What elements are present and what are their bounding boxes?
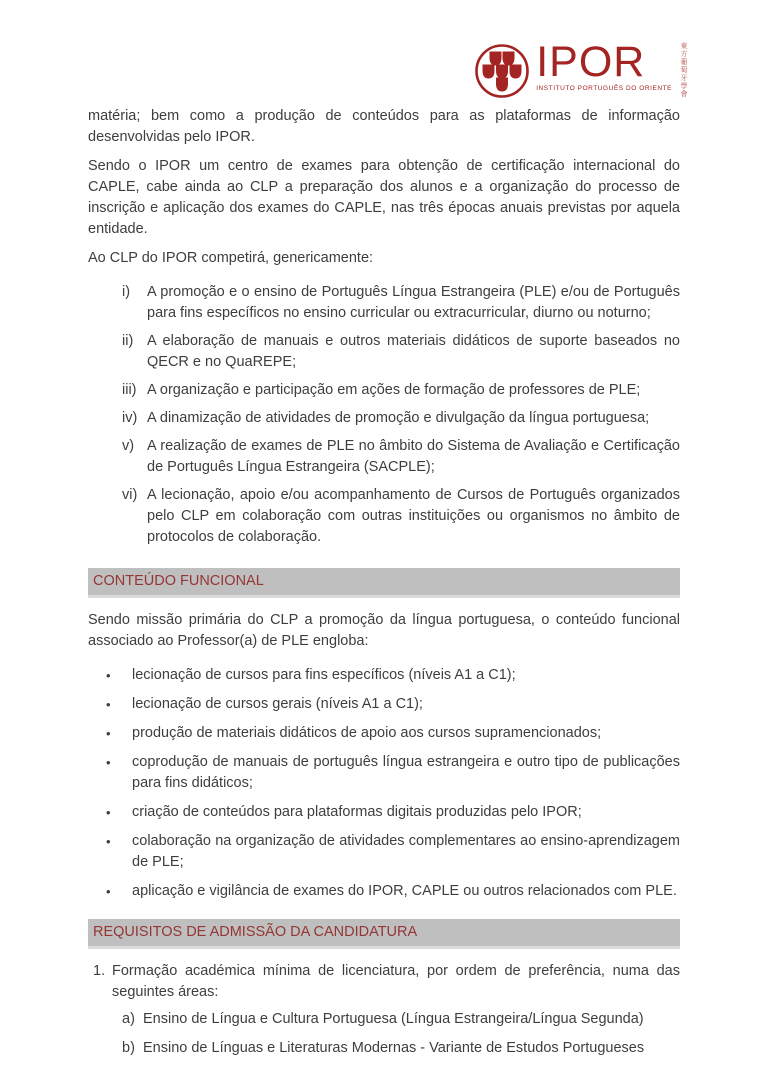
section-title: REQUISITOS DE ADMISSÃO DA CANDIDATURA	[93, 924, 418, 940]
section-header-conteudo-funcional	[88, 568, 680, 598]
bullet-list-item	[88, 831, 680, 873]
document-body	[88, 106, 680, 1067]
list-marker: v)	[122, 438, 135, 454]
bullet-icon: •	[106, 834, 111, 849]
roman-list-item	[88, 282, 680, 324]
competencies-roman-list	[88, 282, 680, 548]
list-item-text: coprodução de manuais de português língua estrangeira e outro tipo de publicações para fins didáticos;	[132, 754, 680, 791]
bullet-list-item	[88, 694, 680, 715]
bullet-list-item	[88, 881, 680, 902]
list-marker: b)	[122, 1040, 135, 1056]
ipor-emblem-icon	[473, 42, 531, 100]
list-item-text: produção de materiais didáticos de apoio aos cursos supramencionados;	[132, 725, 602, 741]
list-marker: ii)	[122, 333, 134, 349]
bullet-list-item	[88, 752, 680, 794]
intro-paragraph-2: Sendo o IPOR um centro de exames para obtenção de certificação internacional do CAPLE, cabe ainda ao CLP a preparação dos alunos e a organização do processo de inscrição e aplicação dos exames do CAPLE, nas três épocas anuais previstas por aquela entidade.	[88, 158, 680, 237]
intro-paragraph-3: Ao CLP do IPOR competirá, genericamente:	[88, 250, 374, 266]
letter-list-item	[88, 1038, 680, 1059]
list-marker: iii)	[122, 382, 137, 398]
list-item-text: lecionação de cursos gerais (níveis A1 a C1);	[132, 696, 423, 712]
logo-brand: IPOR	[536, 38, 646, 86]
bullet-icon: •	[106, 884, 111, 899]
list-item-text: Ensino de Línguas e Literaturas Modernas - Variante de Estudos Portugueses	[143, 1040, 645, 1056]
list-item-text: lecionação de cursos para fins específicos (níveis A1 a C1);	[132, 667, 516, 683]
bullet-list-item	[88, 665, 680, 686]
list-item-text: A dinamização de atividades de promoção e divulgação da língua portuguesa;	[147, 410, 650, 426]
list-item-text: criação de conteúdos para plataformas digitais produzidas pelo IPOR;	[132, 804, 582, 820]
functional-content-bullet-list	[88, 665, 680, 902]
list-item-text: Formação académica mínima de licenciatura, por ordem de preferência, numa das seguintes áreas:	[112, 963, 680, 1000]
list-item-text: colaboração na organização de atividades complementares ao ensino-aprendizagem de PLE;	[132, 833, 680, 870]
roman-list-item	[88, 408, 680, 429]
list-marker: i)	[122, 284, 131, 300]
ipor-logo	[473, 38, 688, 100]
list-item-text: aplicação e vigilância de exames do IPOR, CAPLE ou outros relacionados com PLE.	[132, 883, 677, 899]
list-marker: vi)	[122, 487, 138, 503]
numbered-list-item	[88, 961, 680, 1003]
intro-paragraph-1: matéria; bem como a produção de conteúdos para as plataformas de informação desenvolvidas pelo IPOR.	[88, 108, 680, 145]
list-item-text: A realização de exames de PLE no âmbito do Sistema de Avaliação e Certificação de Português Língua Estrangeira (SACPLE);	[147, 438, 680, 475]
logo-text-block	[536, 38, 672, 93]
section1-intro-paragraph: Sendo missão primária do CLP a promoção da língua portuguesa, o conteúdo funcional associado ao Professor(a) de PLE engloba:	[88, 612, 680, 649]
list-item-text: A lecionação, apoio e/ou acompanhamento de Cursos de Português organizados pelo CLP em colaboração com outras instituições ou organismos no âmbito de protocolos de colaboração.	[147, 487, 680, 545]
letter-list-item	[88, 1009, 680, 1030]
roman-list-item	[88, 436, 680, 478]
bullet-icon: •	[106, 755, 111, 770]
list-item-text: Ensino de Língua e Cultura Portuguesa (Língua Estrangeira/Língua Segunda)	[143, 1011, 644, 1027]
bullet-icon: •	[106, 726, 111, 741]
roman-list-item	[88, 380, 680, 401]
list-item-text: A organização e participação em ações de formação de professores de PLE;	[147, 382, 641, 398]
list-marker: 1.	[93, 963, 106, 979]
logo-chinese-name: 東方葡萄牙學會	[680, 42, 687, 98]
section-title: CONTEÚDO FUNCIONAL	[93, 573, 264, 589]
list-item-text: A elaboração de manuais e outros materiais didáticos de suporte baseados no QECR e no QuaREPE;	[147, 333, 680, 370]
section-header-requisitos-admissao	[88, 919, 680, 949]
logo-caption: INSTITUTO PORTUGUÊS DO ORIENTE	[536, 85, 672, 92]
bullet-icon: •	[106, 697, 111, 712]
roman-list-item	[88, 485, 680, 548]
roman-list-item	[88, 331, 680, 373]
list-marker: a)	[122, 1011, 135, 1027]
bullet-icon: •	[106, 805, 111, 820]
bullet-icon: •	[106, 668, 111, 683]
list-marker: iv)	[122, 410, 138, 426]
admission-requirements-list	[88, 961, 680, 1059]
bullet-list-item	[88, 723, 680, 744]
list-item-text: A promoção e o ensino de Português Língua Estrangeira (PLE) e/ou de Português para fins específicos no ensino curricular ou extracurricular, diurno ou noturno;	[147, 284, 680, 321]
bullet-list-item	[88, 802, 680, 823]
